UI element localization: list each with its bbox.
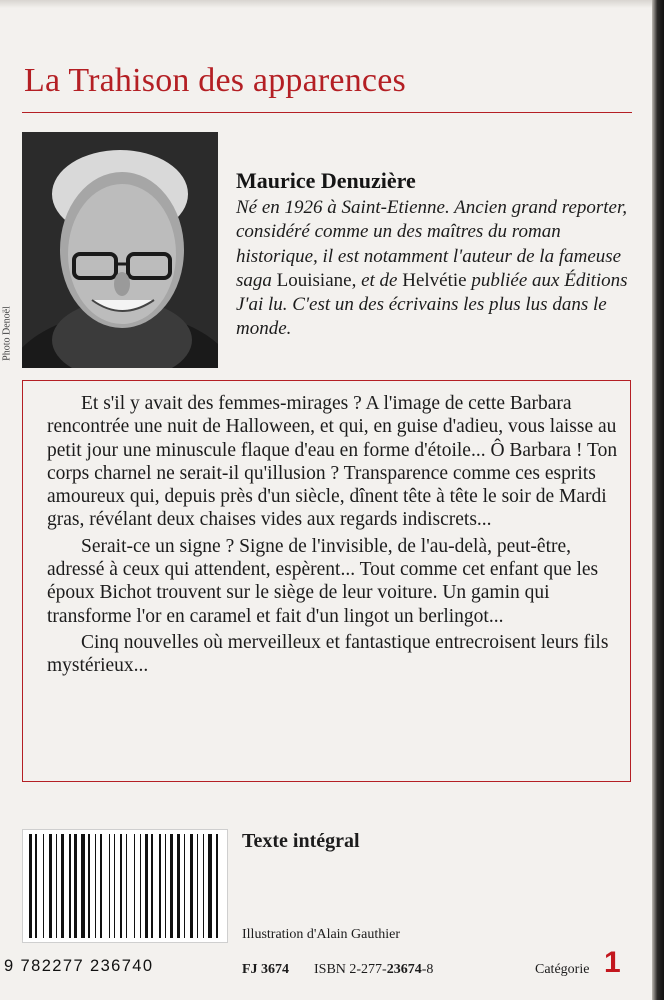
illustration-credit: Illustration d'Alain Gauthier (242, 927, 401, 942)
barcode-bar (216, 834, 219, 938)
book-title: La Trahison des apparences (24, 62, 406, 99)
barcode-bar (100, 834, 103, 938)
barcode-bar (151, 834, 152, 938)
barcode-bar (134, 834, 135, 938)
isbn (314, 962, 433, 978)
category-number: 1 (604, 946, 621, 979)
barcode-bar (120, 834, 123, 938)
barcode-bar (49, 834, 52, 938)
bio-work-helvetie: Helvétie (402, 269, 467, 291)
barcode-bar (126, 834, 127, 938)
texte-integral-label: Texte intégral (242, 830, 360, 852)
barcode-bar (170, 834, 173, 938)
barcode-bar (145, 834, 148, 938)
isbn-bold: 23674 (386, 962, 422, 977)
photo-credit: Photo Denoël (1, 306, 13, 361)
barcode-bar (109, 834, 110, 938)
blurb-paragraph: Cinq nouvelles où merveilleux et fantastique entrecroisent leurs fils mystérieux... (47, 631, 609, 677)
barcode-bar (29, 834, 32, 938)
barcode-bar (197, 834, 198, 938)
barcode-bar (43, 834, 44, 938)
isbn-prefix: ISBN 2-277- (314, 962, 387, 977)
barcode-bar (114, 834, 115, 938)
author-name: Maurice Denuzière (236, 168, 416, 193)
barcode-bar (35, 834, 36, 938)
barcode-bar (140, 834, 141, 938)
barcode-bar (95, 834, 96, 938)
isbn-suffix: -8 (421, 962, 434, 977)
barcode (22, 829, 228, 943)
barcode-bar (74, 834, 77, 938)
cover-top-edge (0, 0, 652, 8)
barcode-digits: 9 782277 236740 (4, 957, 154, 975)
blurb-paragraph: Et s'il y avait des femmes-mirages ? A l'image de cette Barbara rencontrée une nuit de Halloween, et qui, en guise d'adieu, vous laisse au petit jour une minuscule flaque d'eau en forme d'étoile... Ô Barbara ! Ton corps charnel ne serait-il qu'illusion ? Transparence comme ces esprits amoureux qui, depuis près d'un siècle, dînent tête à tête le soir de Mardi gras, révélant deux chaises vides aux regards indiscrets... (47, 393, 618, 531)
barcode-bar (61, 834, 65, 938)
barcode-bar (177, 834, 181, 938)
title-rule (22, 112, 632, 113)
book-spine-edge (652, 0, 664, 1000)
fj-code-text: FJ 3674 (242, 962, 290, 977)
category-label: Catégorie (535, 962, 590, 977)
barcode-bar (165, 834, 166, 938)
fj-code (242, 962, 289, 978)
blurb-text (47, 392, 623, 681)
bio-text: publiée aux Éditions J'ai lu. C'est un des écrivains les plus lus dans le monde. (236, 269, 628, 340)
barcode-bar (88, 834, 89, 938)
barcode-bar (208, 834, 212, 938)
bio-work-louisiane: Louisiane, (276, 269, 357, 291)
author-photo (22, 132, 218, 368)
author-bio (236, 196, 636, 342)
barcode-bar (190, 834, 193, 938)
barcode-bar (159, 834, 162, 938)
blurb-paragraph: Serait-ce un signe ? Signe de l'invisible, de l'au-delà, peut-être, adressé à ceux qui attendent, espèrent... Tout comme cet enfant que les époux Bichot trouvent sur le siège de leur voiture. Un gamin qui transforme l'or en caramel et fait d'un lingot un berlingot... (47, 535, 599, 627)
bio-text: et de (361, 269, 398, 291)
barcode-bar (81, 834, 85, 938)
bio-text: Né en 1926 à Saint-Etienne. Ancien grand reporter, considéré comme un des maîtres du roman historique, il est notamment l'auteur de la fameuse saga (236, 197, 628, 291)
barcode-bar (69, 834, 70, 938)
barcode-bar (56, 834, 57, 938)
barcode-bar (203, 834, 204, 938)
barcode-bar (184, 834, 185, 938)
